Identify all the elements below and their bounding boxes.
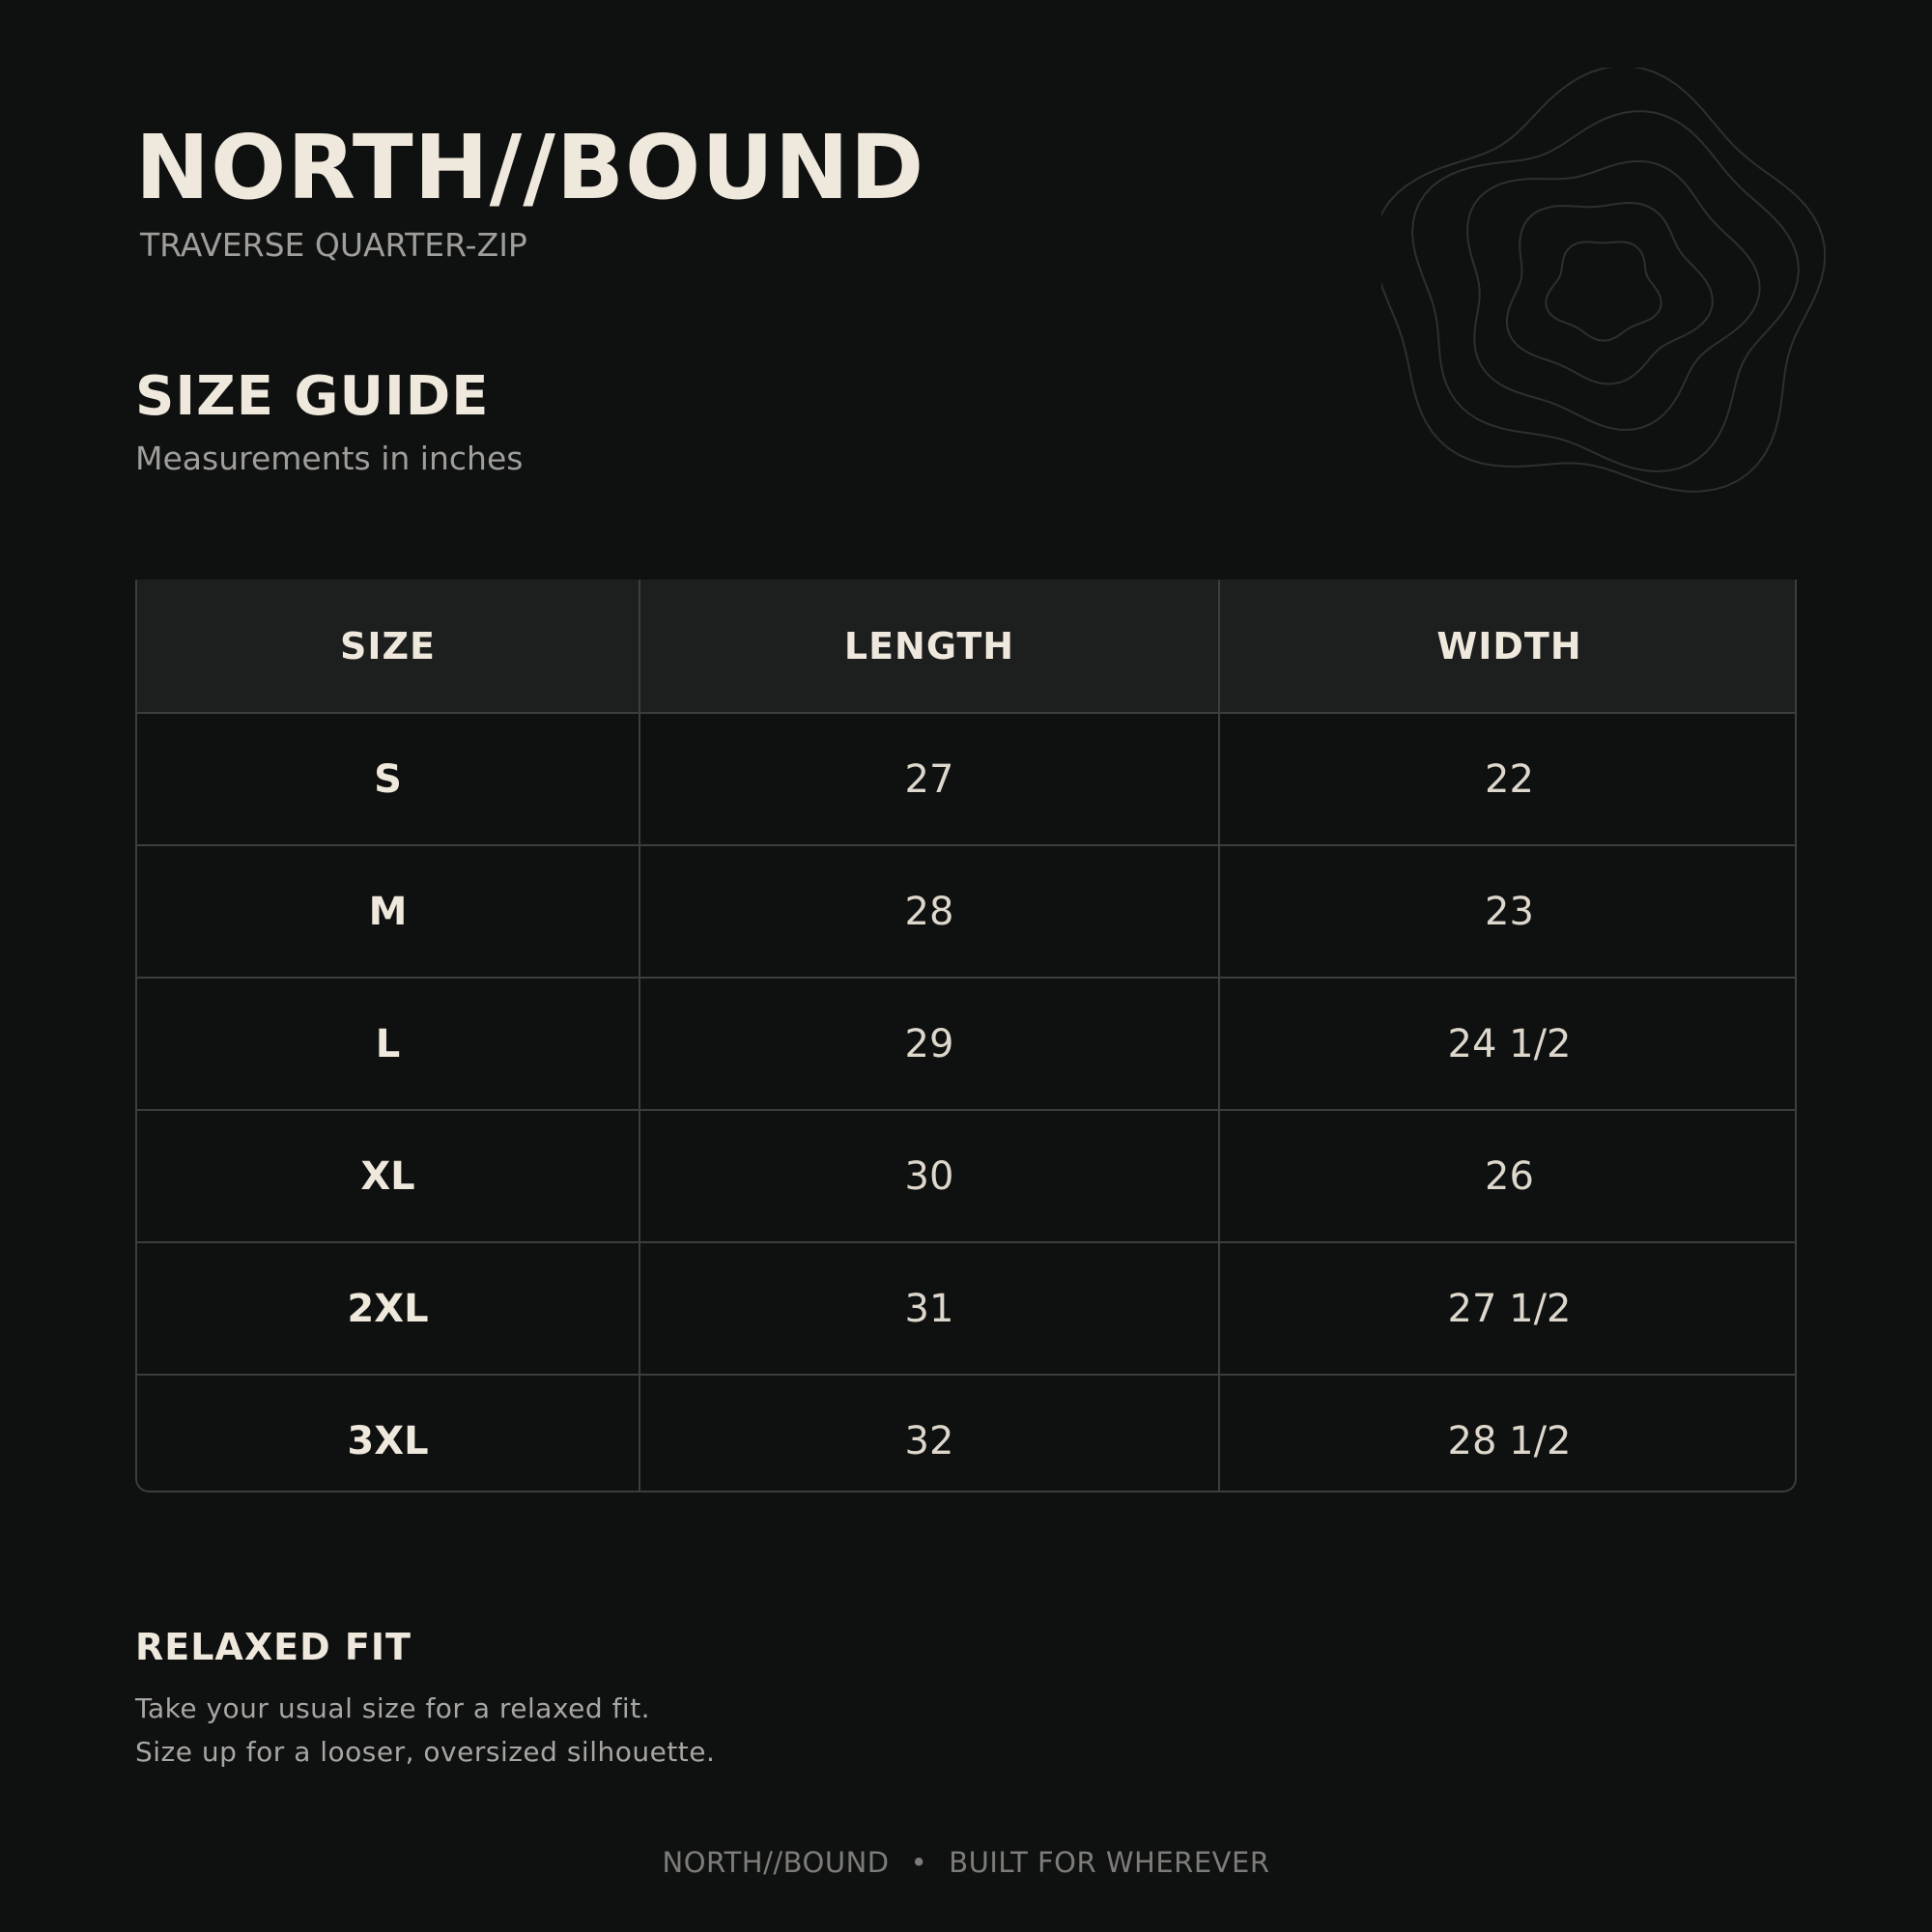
size-guide-title: SIZE GUIDE [135, 365, 490, 428]
header-length: LENGTH [639, 580, 1219, 713]
size-cell: S [374, 756, 402, 802]
footer-tagline: BUILT FOR WHEREVER [949, 1846, 1270, 1879]
width-cell: 26 [1219, 1110, 1797, 1242]
footer [0, 1846, 1932, 1879]
length-cell: 32 [639, 1375, 1219, 1492]
topographic-contour-icon [1381, 68, 1826, 512]
table-row [137, 978, 1797, 1110]
footer-brand: NORTH//BOUND [662, 1846, 890, 1879]
table-header-row [137, 580, 1797, 713]
fit-description-line: Take your usual size for a relaxed fit. [135, 1692, 651, 1724]
brand-title: NORTH//BOUND [135, 116, 925, 219]
width-cell: 27 1/2 [1219, 1242, 1797, 1375]
length-cell: 29 [639, 978, 1219, 1110]
contour-line [1507, 203, 1713, 384]
width-cell: 23 [1219, 845, 1797, 978]
fit-title: RELAXED FIT [135, 1626, 412, 1668]
footer-separator: • [910, 1846, 928, 1879]
header-size: SIZE [137, 580, 639, 713]
size-cell: 2XL [137, 1242, 639, 1375]
contour-line [1412, 111, 1799, 471]
size-cell: L [137, 978, 639, 1110]
fit-description-line: Size up for a looser, oversized silhouette. [135, 1736, 716, 1768]
size-table [135, 580, 1797, 1492]
contour-line [1546, 242, 1661, 341]
table-row [137, 1110, 1797, 1242]
length-cell: 27 [639, 713, 1219, 845]
width-cell: 28 1/2 [1219, 1375, 1797, 1492]
table-row [137, 845, 1797, 978]
length-cell: 31 [639, 1242, 1219, 1375]
size-cell: 3XL [137, 1375, 639, 1492]
size-cell: XL [137, 1110, 639, 1242]
contour-line [1467, 161, 1760, 430]
table-row [137, 1242, 1797, 1375]
size-guide-subtitle: Measurements in inches [135, 440, 524, 477]
size-cell: M [137, 845, 639, 978]
product-name: TRAVERSE QUARTER-ZIP [140, 226, 527, 264]
width-cell: 22 [1219, 713, 1797, 845]
length-cell: 28 [639, 845, 1219, 978]
width-cell: 24 1/2 [1219, 978, 1797, 1110]
table-row [137, 1375, 1797, 1492]
table-row [137, 713, 1797, 845]
header-width: WIDTH [1219, 580, 1797, 713]
length-cell: 30 [639, 1110, 1219, 1242]
